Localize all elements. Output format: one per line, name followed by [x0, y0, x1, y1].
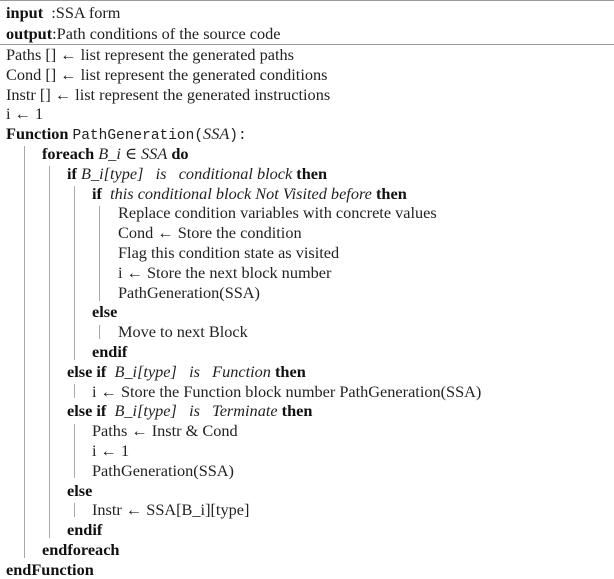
if-condition: this conditional block Not Visited before [110, 183, 372, 203]
elseif-terminate-block-bar [74, 424, 75, 478]
line-else: else [67, 480, 93, 500]
line-replace: Replace condition variables with concrete values [118, 203, 437, 223]
foreach-keyword: foreach [42, 144, 95, 163]
line-function [6, 124, 247, 144]
line-if-not-visited [92, 184, 407, 204]
else-move-block-bar [99, 325, 100, 339]
foreach-block-bar [49, 166, 50, 538]
function-end: ): [229, 128, 247, 145]
line-cond-store: Cond ← Store the condition [118, 223, 302, 243]
elseif-condition: B_i[type] is Function [114, 361, 271, 381]
function-arg: SSA [203, 124, 230, 144]
top-rule [0, 0, 614, 1]
line-endfunction: endFunction [6, 559, 94, 579]
line-i-reset: i ← 1 [92, 441, 130, 460]
elseif-keyword: else if [67, 361, 107, 381]
elseif-keyword: else if [67, 401, 107, 421]
line-elseif-terminate [67, 401, 312, 421]
output-keyword: output [6, 24, 53, 43]
line-i-init: i ← 1 [6, 104, 44, 124]
input-line [6, 2, 120, 23]
input-keyword: input [6, 3, 44, 22]
do-keyword: do [171, 144, 189, 163]
line-paths-init: Paths [] ← list represent the generated paths [6, 45, 294, 64]
if-keyword: if [67, 163, 77, 183]
line-flag: Flag this condition state as visited [118, 243, 340, 262]
line-endforeach: endforeach [42, 540, 120, 559]
if-condition: B_i[type] is conditional block [81, 163, 293, 183]
line-cond-init: Cond [] ← list represent the generated conditions [6, 64, 328, 84]
line-i-next: i ← Store the next block number [118, 262, 332, 282]
function-block-bar [24, 146, 25, 558]
output-value: :Path conditions of the source code [52, 24, 281, 43]
line-instr-init: Instr [] ← list represent the generated instructions [6, 84, 331, 104]
function-name: PathGeneration( [72, 128, 204, 145]
input-value: :SSA form [51, 3, 121, 22]
then-keyword: then [296, 163, 328, 183]
line-call: PathGeneration(SSA) [118, 282, 260, 302]
function-keyword: Function [6, 124, 69, 144]
else-instr-block-bar [74, 503, 75, 517]
line-endif: endif [92, 342, 128, 361]
then-keyword: then [376, 183, 407, 203]
foreach-condition: B_i ∈ SSA [98, 144, 168, 163]
line-call: PathGeneration(SSA) [92, 460, 234, 480]
line-foreach [42, 144, 189, 164]
line-endif: endif [67, 520, 103, 540]
output-line [6, 23, 281, 44]
then-keyword: then [275, 361, 306, 381]
if-keyword: if [92, 183, 102, 203]
then-keyword: then [281, 401, 313, 421]
elseif-function-block-bar [74, 384, 75, 398]
if-not-visited-block-bar [99, 206, 100, 301]
line-if-conditional [67, 164, 327, 184]
line-else: else [92, 302, 118, 322]
line-elseif-function [67, 362, 306, 382]
if-conditional-block-bar [74, 186, 75, 360]
elseif-condition: B_i[type] is Terminate [114, 401, 278, 421]
line-instr-store: Instr ← SSA[B_i][type] [92, 500, 250, 520]
line-move: Move to next Block [118, 322, 248, 342]
line-paths-store: Paths ← Instr & Cond [92, 421, 238, 441]
line-i-function: i ← Store the Function block number PathGeneration(SSA) [92, 381, 482, 401]
